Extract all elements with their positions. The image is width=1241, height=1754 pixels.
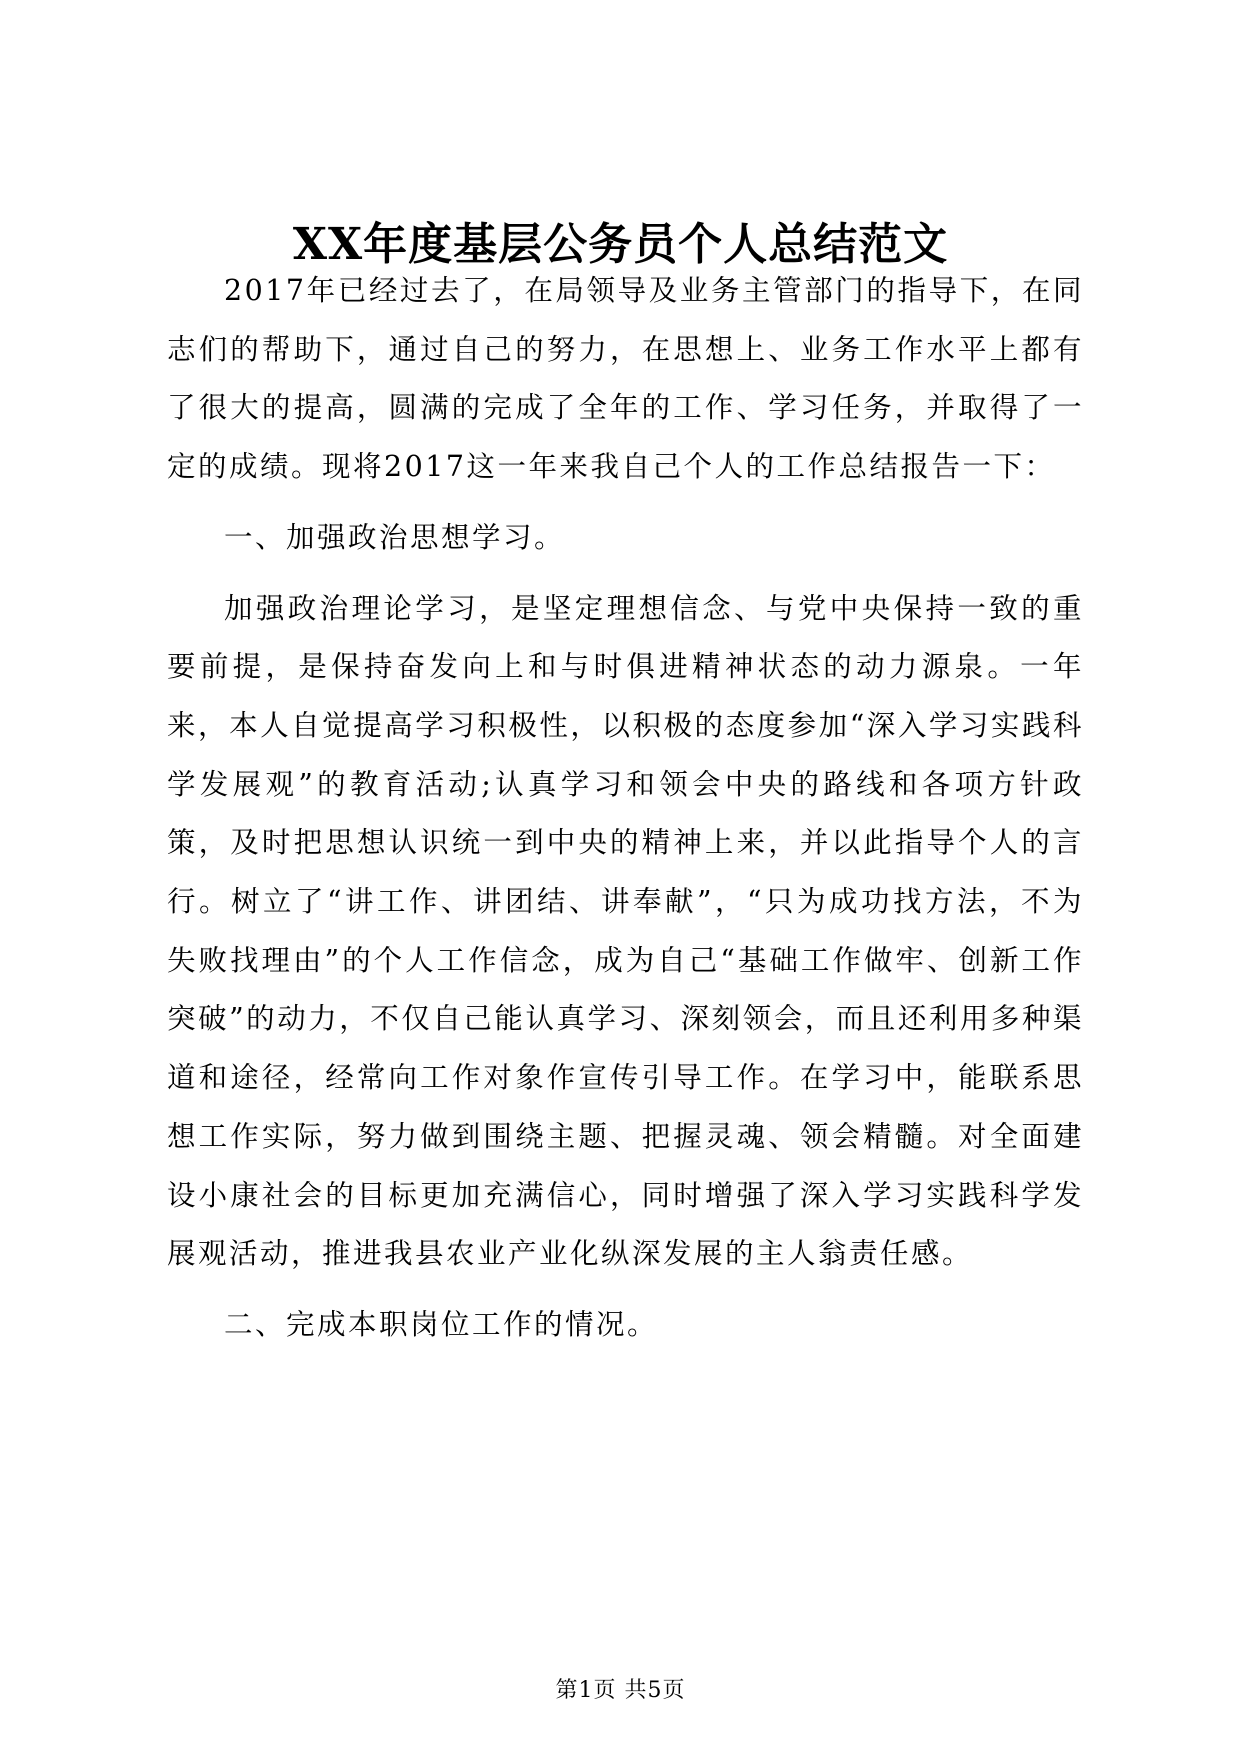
- paragraph-intro: 2017年已经过去了，在局领导及业务主管部门的指导下，在同志们的帮助下，通过自己的努力，在思想上、业务工作水平上都有了很大的提高，圆满的完成了全年的工作、学习任务，并取得了一定的成绩。现将2017这一年来我自己个人的工作总结报告一下：: [167, 274, 1084, 484]
- section-heading-2: 二、完成本职岗位工作的情况。: [224, 1307, 659, 1341]
- paragraph-political-study: 加强政治理论学习，是坚定理想信念、与党中央保持一致的重要前提，是保持奋发向上和与时俱进精神状态的动力源泉。一年来，本人自觉提高学习积极性，以积极的态度参加“深入学习实践科学发展观”的教育活动;认真学习和领会中央的路线和各项方针政策，及时把思想认识统一到中央的精神上来，并以此指导个人的言行。树立了“讲工作、讲团结、讲奉献”，“只为成功找方法，不为失败找理由”的个人工作信念，成为自己“基础工作做牢、创新工作突破”的动力，不仅自己能认真学习、深刻领会，而且还利用多种渠道和途径，经常向工作对象作宣传引导工作。在学习中，能联系思想工作实际，努力做到围绕主题、把握灵魂、领会精髓。对全面建设小康社会的目标更加充满信心，同时增强了深入学习实践科学发展观活动，推进我县农业产业化纵深发展的主人翁责任感。: [167, 591, 1084, 1271]
- document-title: XX年度基层公务员个人总结范文: [292, 219, 949, 270]
- document-body: [167, 262, 1084, 1367]
- page-footer: 第1页 共5页: [555, 1678, 686, 1703]
- section-heading-1: 一、加强政治思想学习。: [224, 520, 566, 554]
